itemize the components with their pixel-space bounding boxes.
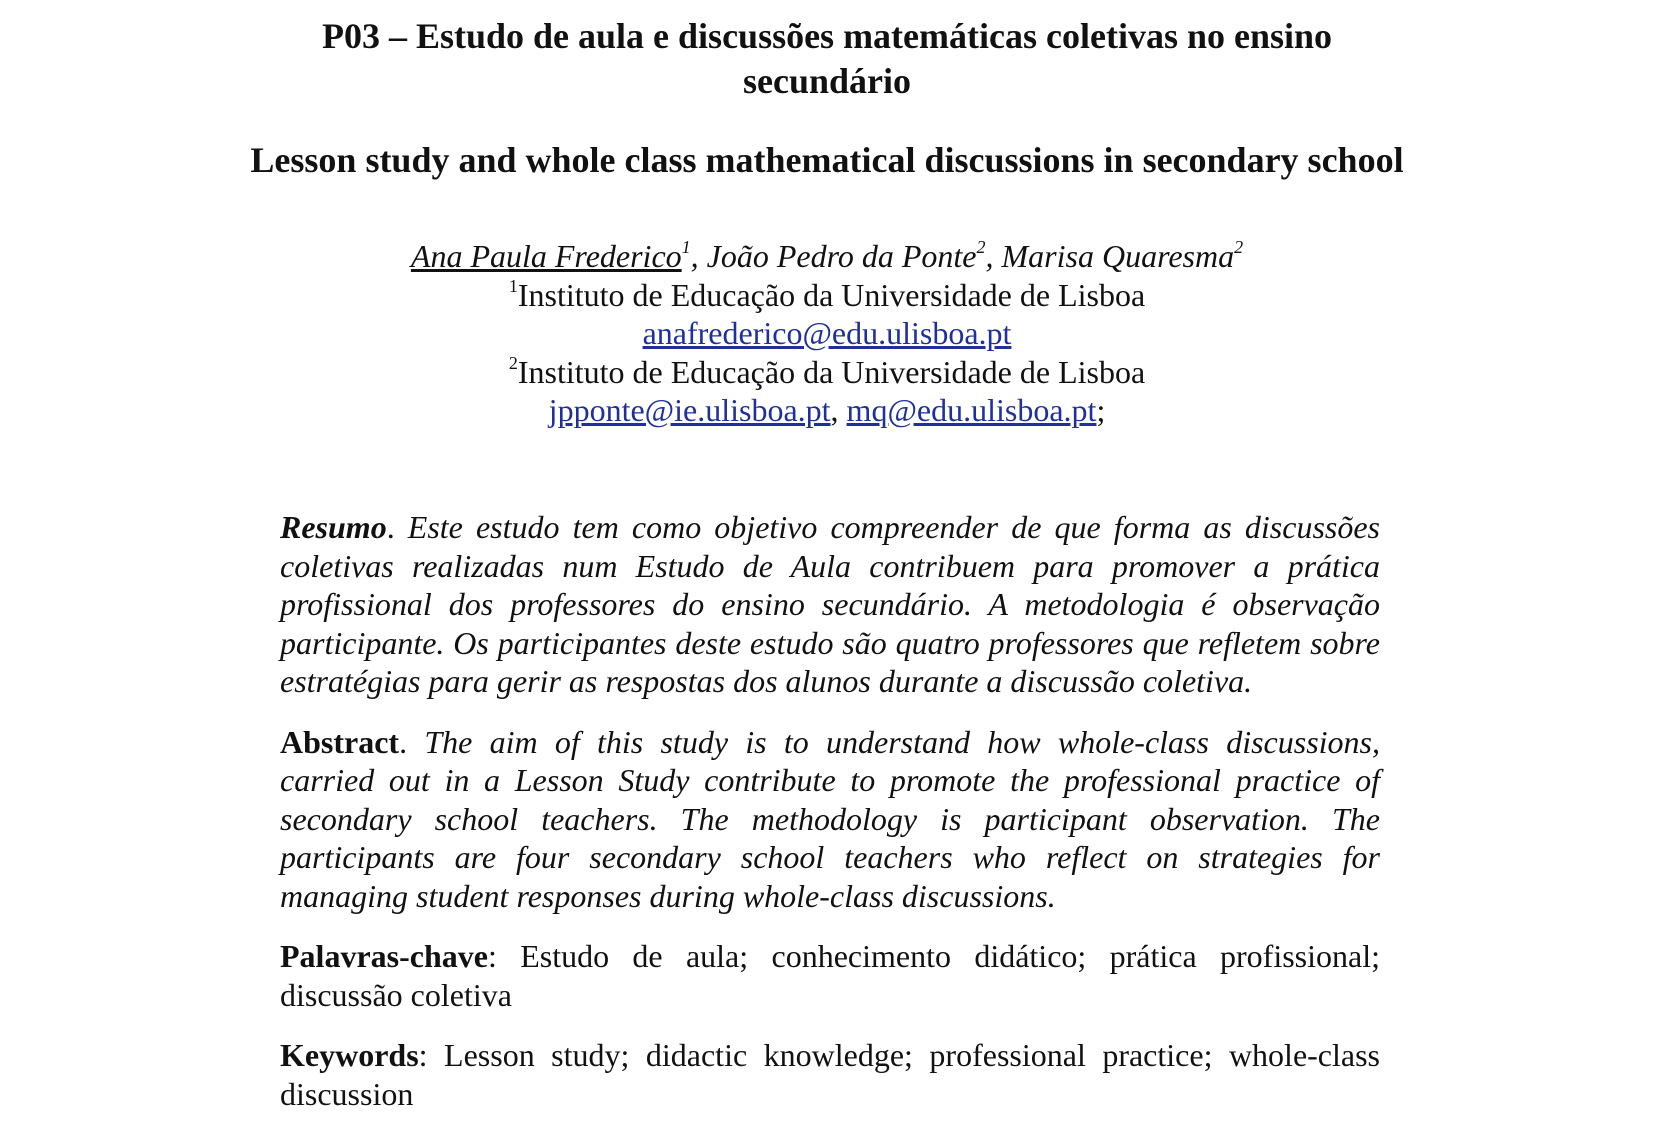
affiliation-name: Instituto de Educação da Universidade de Lisboa — [517, 276, 1146, 313]
resumo-paragraph — [280, 508, 1380, 701]
affiliation-marker: 1 — [508, 275, 518, 296]
email-link[interactable]: mq@edu.ulisboa.pt — [846, 392, 1097, 428]
author-name: Marisa Quaresma — [1001, 238, 1235, 274]
resumo-text: Este estudo tem como objetivo compreender de que forma as discussões coletivas realizadas num Estudo de Aula contribuem para promover a prática profissional dos professores do ensino secundário. A metodologia é observação participante. Os participantes deste estudo são quatro professores que refletem sobre estratégias para gerir as respostas dos alunos durante a discussão coletiva. — [280, 509, 1381, 699]
author-affiliation-marker: 2 — [976, 237, 986, 258]
author-list — [300, 237, 1354, 276]
paper-title-english: Lesson study and whole class mathematical discussions in secondary school — [250, 140, 1404, 180]
email-separator: , — [830, 392, 847, 428]
email-trailing-punct: ; — [1096, 392, 1106, 428]
keywords-paragraph — [280, 1036, 1380, 1113]
keywords-text: Lesson study; didactic knowledge; professional practice; whole-class discussion — [280, 1037, 1381, 1112]
affiliation-email-line — [300, 391, 1354, 430]
palavras-chave-text: Estudo de aula; conhecimento didático; prática profissional; discussão coletiva — [280, 938, 1381, 1013]
resumo-label: Resumo — [280, 509, 387, 545]
abstract-text: The aim of this study is to understand how whole-class discussions, carried out in a Lesson Study contribute to promote the professional practice of secondary school teachers. The methodology is participant observation. The participants are four secondary school teachers who reflect on strategies for managing student responses during whole-class discussions. — [280, 723, 1381, 914]
email-link[interactable]: anafrederico@edu.ulisboa.pt — [642, 315, 1012, 351]
author-name: João Pedro da Ponte — [706, 238, 977, 274]
paper-title-portuguese: P03 – Estudo de aula e discussões matemáticas coletivas no ensino secundário — [321, 16, 1333, 101]
author-separator: , — [690, 238, 707, 274]
affiliation-marker: 2 — [508, 352, 518, 373]
abstract-section — [280, 508, 1380, 1135]
keywords-punct: : — [418, 1037, 445, 1073]
affiliation-email-line — [300, 314, 1354, 353]
keywords-label: Keywords — [280, 1037, 419, 1073]
affiliation-name: Instituto de Educação da Universidade de Lisboa — [517, 353, 1146, 390]
author-affiliation-marker: 1 — [681, 237, 691, 258]
author-affiliation-marker: 2 — [1234, 237, 1244, 258]
palavras-chave-paragraph — [280, 937, 1380, 1014]
affiliation-line — [300, 353, 1354, 392]
palavras-chave-label: Palavras-chave — [280, 938, 488, 974]
email-link[interactable]: jpponte@ie.ulisboa.pt — [548, 392, 831, 428]
palavras-chave-punct: : — [487, 938, 521, 974]
abstract-label: Abstract — [280, 723, 400, 760]
author-name: Ana Paula Frederico — [410, 238, 682, 274]
author-separator: , — [985, 238, 1002, 274]
abstract-punct: . — [399, 723, 425, 760]
authors-and-affiliations — [300, 237, 1354, 430]
abstract-paragraph — [280, 723, 1380, 916]
affiliation-line — [300, 276, 1354, 315]
resumo-punct: . — [386, 509, 408, 545]
